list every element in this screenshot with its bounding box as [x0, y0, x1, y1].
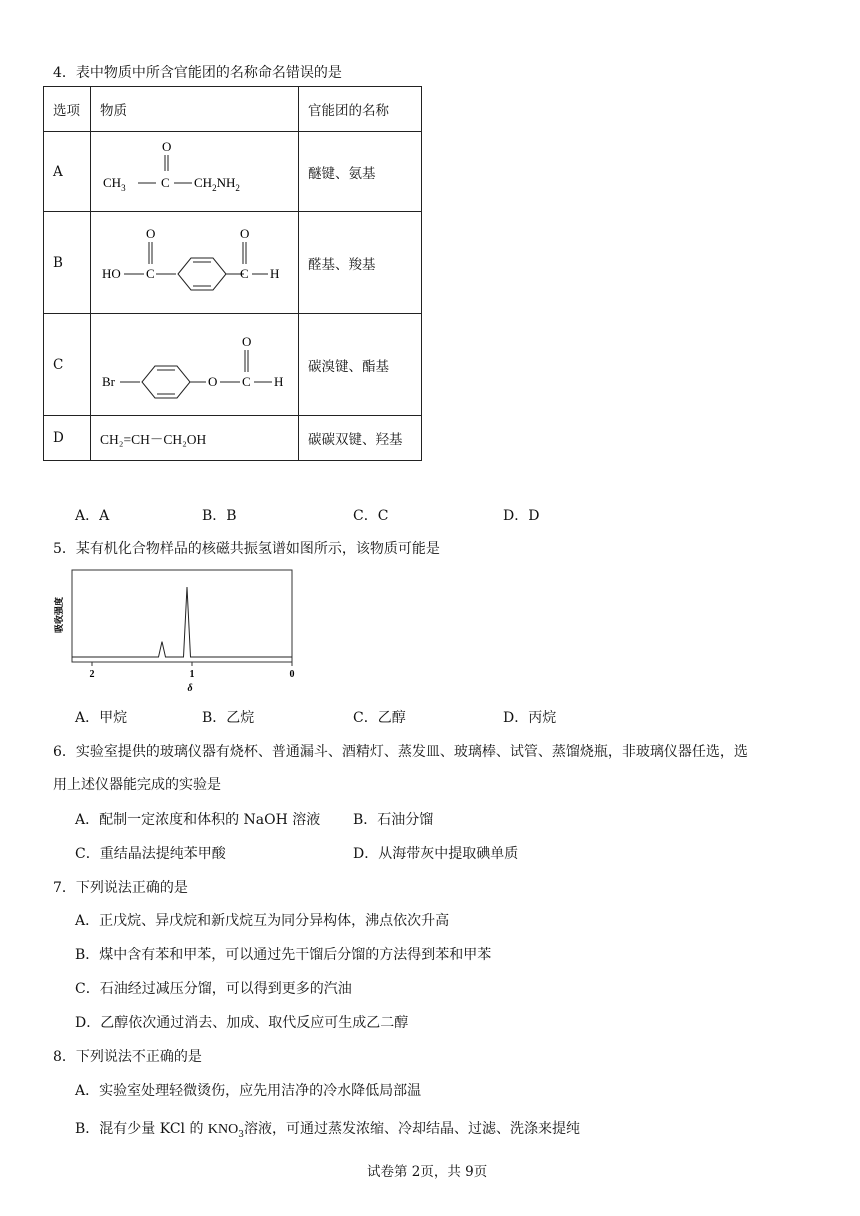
formula-d: CH₂=CH－CH₂OH [91, 416, 299, 461]
q8-stem: 8．下列说法不正确的是 [53, 1049, 202, 1065]
svg-text:H: H [270, 265, 280, 281]
structure-a [91, 132, 299, 212]
table-header-option: 选项 [44, 87, 91, 132]
svg-text:C: C [240, 265, 249, 281]
choice-a: A．配制一定浓度和体积的 NaOH 溶液 [75, 812, 321, 828]
atom-o: O [162, 138, 172, 154]
svg-text:O: O [208, 373, 218, 389]
q6-stem-cont: 用上述仪器能完成的实验是 [53, 777, 221, 793]
tick-label: 2 [89, 669, 95, 680]
choice-c: C．石油经过减压分馏，可以得到更多的汽油 [75, 981, 352, 997]
nmr-spectrum-chart [50, 565, 310, 695]
choice-b-text: B．混有少量 KCl 的 [75, 1121, 208, 1137]
row-group: 醛基、羧基 [299, 212, 422, 314]
choice-a: A．实验室处理轻微烫伤，应先用洁净的冷水降低局部温 [75, 1083, 422, 1099]
formula-kno3: KNO [207, 1122, 239, 1137]
tick-label: 0 [289, 669, 295, 680]
choice-c: C．重结晶法提纯苯甲酸 [75, 846, 226, 862]
choice-c: C．乙醇 [353, 710, 406, 726]
table-row [44, 314, 422, 416]
page-footer: 试卷第 2页，共 9页 [367, 1164, 488, 1180]
row-option: C [44, 314, 91, 416]
row-option: D [44, 416, 91, 461]
tick-label: 1 [189, 669, 195, 680]
table-row [44, 212, 422, 314]
structure-b [91, 212, 299, 314]
svg-text:CH2NH2: $CH_2NH_2$ [194, 174, 240, 193]
structure-c [91, 314, 299, 416]
choice-b [75, 1118, 580, 1140]
svg-text:CH3: $CH_3$ [103, 174, 126, 193]
table-header-group: 官能团的名称 [299, 87, 422, 132]
choice-b: B．B [202, 508, 237, 524]
choice-b: B．石油分馏 [353, 812, 434, 828]
choice-c: C．C [353, 508, 389, 524]
row-group: 醚键、氨基 [299, 132, 422, 212]
row-option: A [44, 132, 91, 212]
svg-text:O: O [146, 225, 156, 241]
choice-d: D．丙烷 [503, 710, 557, 726]
svg-text:H: H [274, 373, 284, 389]
q5-stem: 5．某有机化合物样品的核磁共振氢谱如图所示，该物质可能是 [53, 541, 440, 557]
table-row [44, 416, 422, 461]
choice-b-text-cont: 溶液，可通过蒸发浓缩、冷却结晶、过滤、洗涤来提纯 [244, 1121, 580, 1137]
svg-text:O: O [242, 333, 252, 349]
q6-stem: 6．实验室提供的玻璃仪器有烧杯、普通漏斗、酒精灯、蒸发皿、玻璃棒、试管、蒸馏烧瓶，非玻璃仪器任选，选 [53, 744, 748, 760]
q4-table [43, 86, 422, 461]
svg-text:O: O [240, 225, 250, 241]
choice-b: B．煤中含有苯和甲苯，可以通过先干馏后分馏的方法得到苯和甲苯 [75, 947, 492, 963]
atom-ch3: CH [103, 174, 122, 190]
choice-d: D．乙醇依次通过消去、加成、取代反应可生成乙二醇 [75, 1015, 409, 1031]
atom-ho: HO [102, 265, 121, 281]
row-group: 碳溴键、酯基 [299, 314, 422, 416]
atom-c: C [161, 174, 170, 190]
choice-d: D．D [503, 508, 540, 524]
q7-stem: 7．下列说法正确的是 [53, 880, 188, 896]
table-row [44, 132, 422, 212]
choice-a: A．正戊烷、异戊烷和新戊烷互为同分异构体，沸点依次升高 [75, 913, 450, 929]
choice-d: D．从海带灰中提取碘单质 [353, 846, 519, 862]
y-axis-label: 吸收强度 [55, 596, 65, 634]
choice-b: B．乙烷 [202, 710, 255, 726]
svg-text:C: C [146, 265, 155, 281]
choice-a: A．A [75, 508, 110, 524]
svg-text:C: C [242, 373, 251, 389]
formula-sub: 3 [238, 1129, 244, 1140]
table-header-substance: 物质 [91, 87, 299, 132]
row-option: B [44, 212, 91, 314]
row-group: 碳碳双键、羟基 [299, 416, 422, 461]
x-axis-label: δ [187, 683, 193, 694]
spectrum-line [72, 587, 292, 657]
atom-ch2: CH [194, 174, 213, 190]
choice-a: A．甲烷 [75, 710, 128, 726]
q4-stem: 4．表中物质中所含官能团的名称命名错误的是 [53, 65, 342, 81]
atom-br: Br [102, 373, 115, 389]
